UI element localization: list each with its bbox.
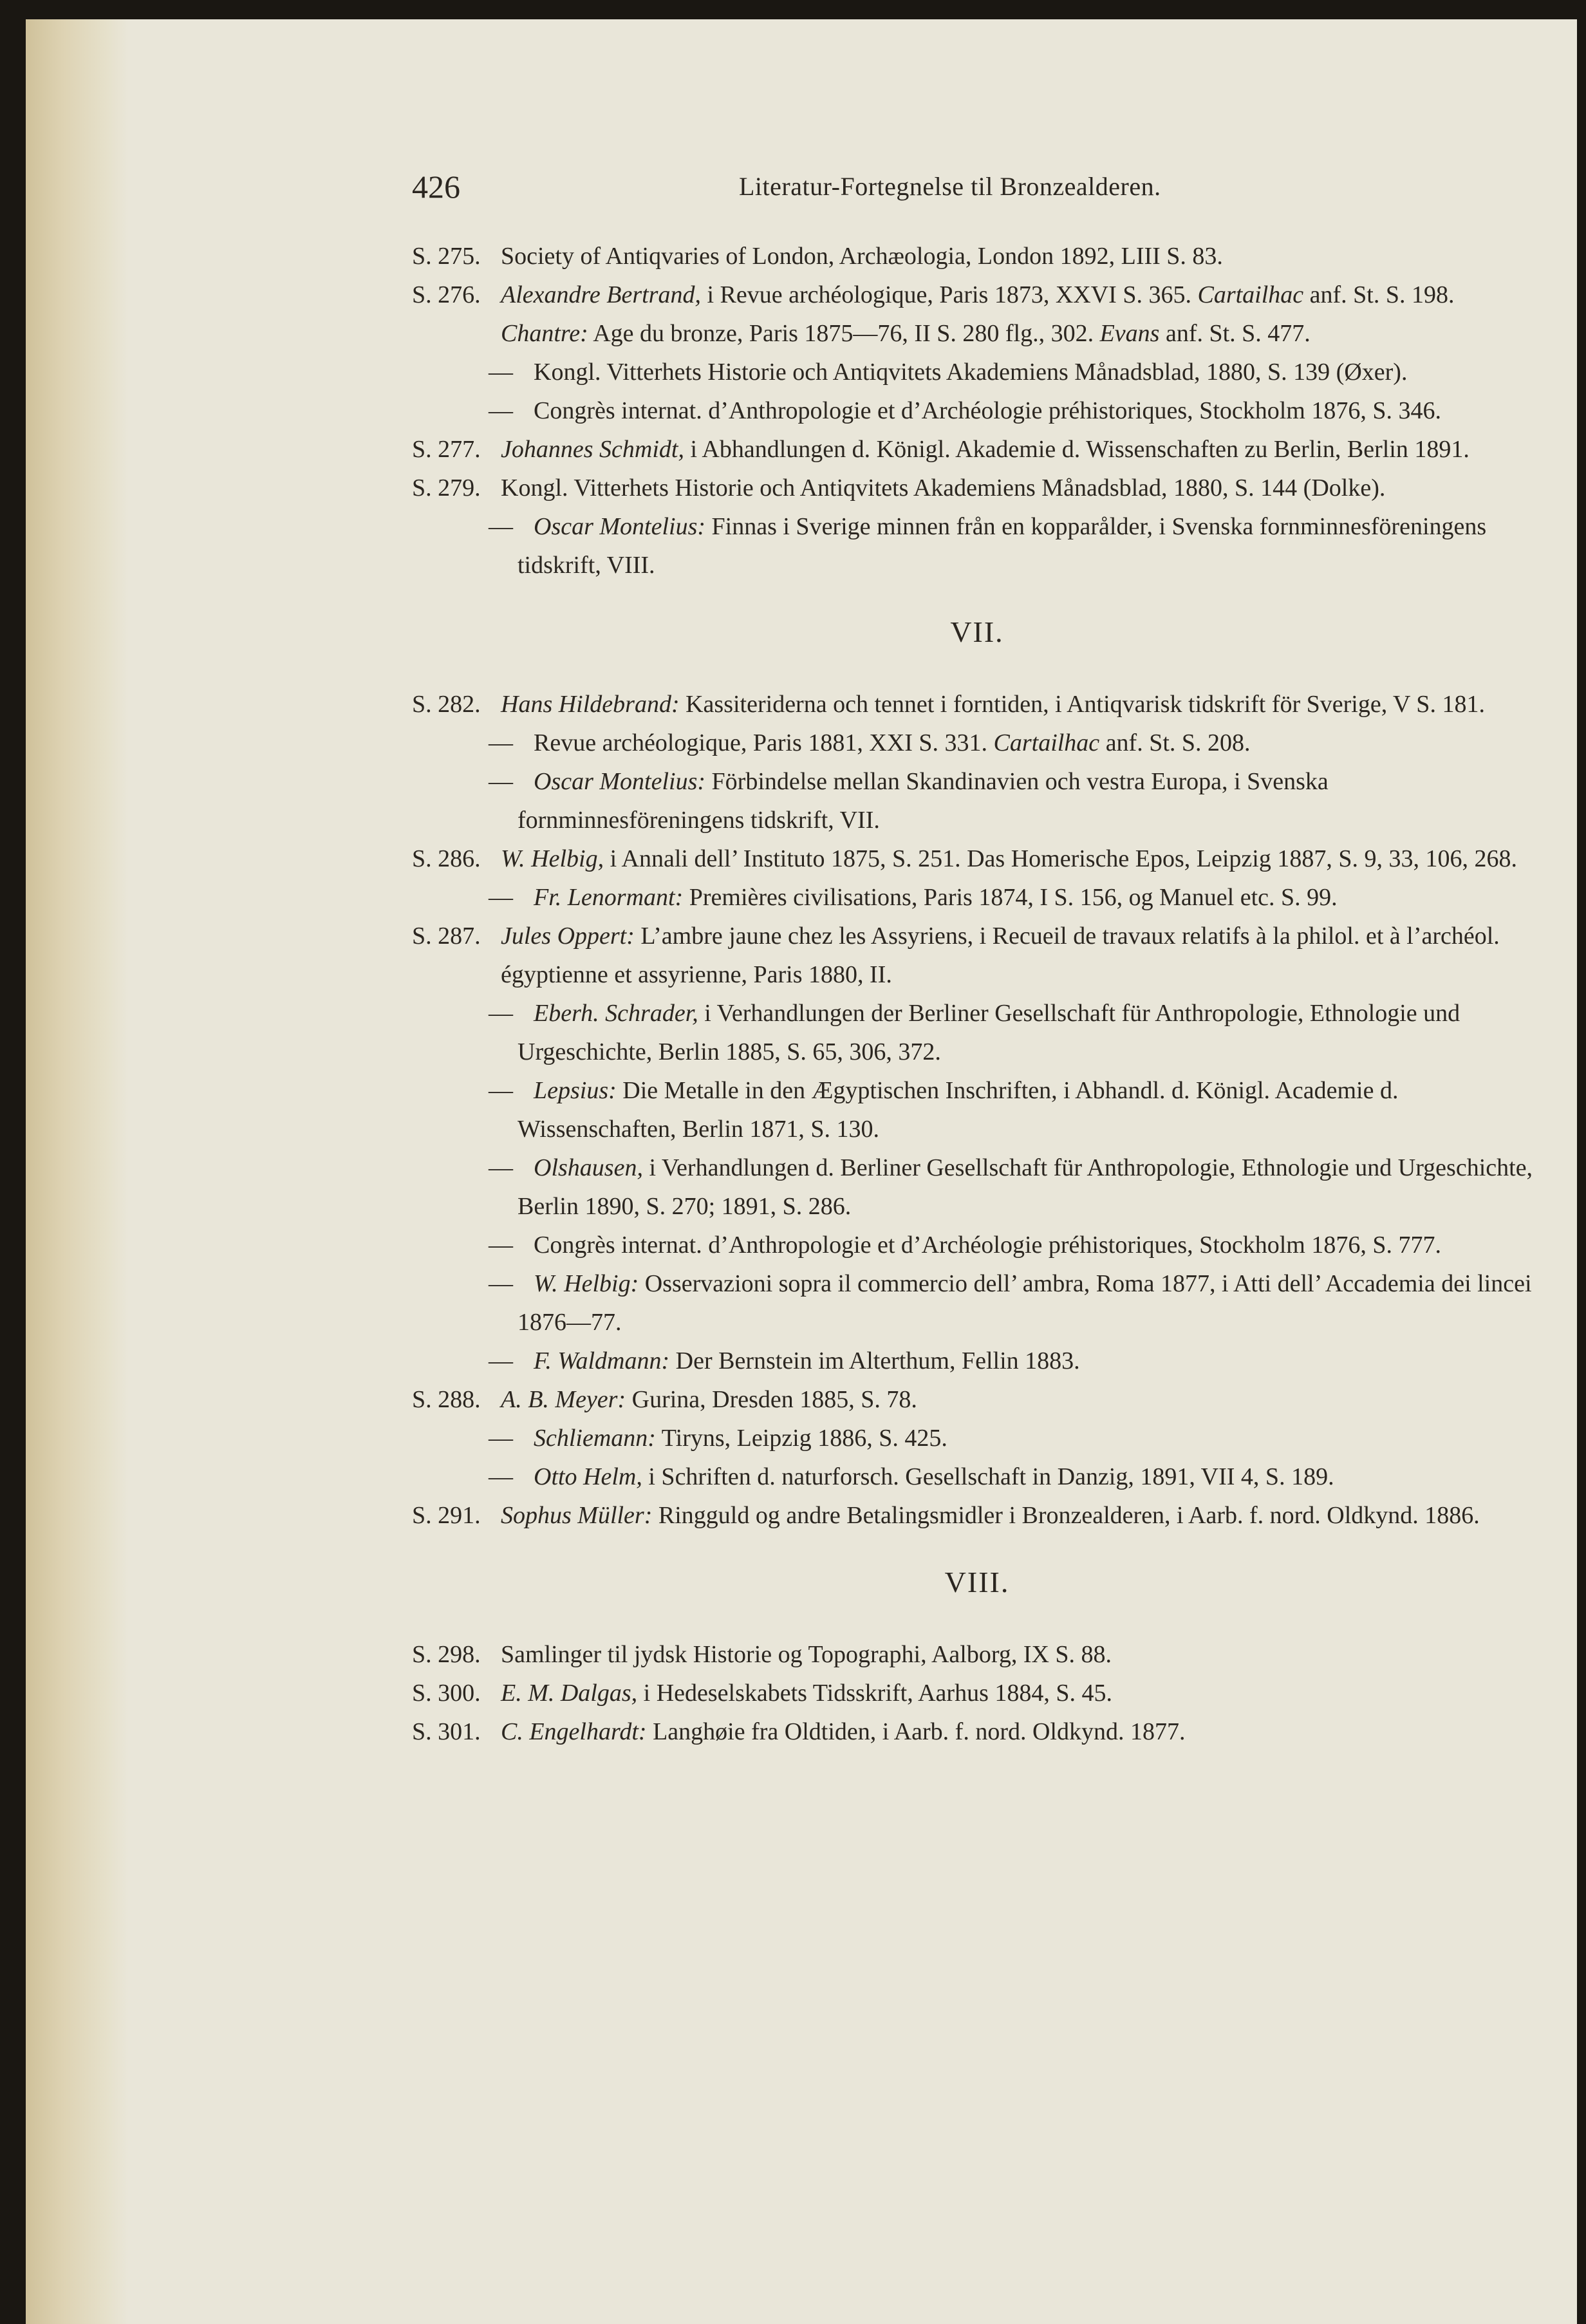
bibliography-subentry: [385, 1342, 1544, 1380]
ditto-dash: —: [489, 397, 513, 424]
author-or-citation-italic: W. Helbig,: [501, 845, 604, 872]
author-or-citation-italic: A. B. Meyer:: [501, 1386, 626, 1413]
entry-page-ref: S. 291.: [412, 1502, 481, 1529]
bibliography-entry: [385, 430, 1544, 469]
entry-text: Congrès internat. d’Anthropologie et d’Archéologie préhistoriques, Stockholm 1876, S. 346.: [534, 397, 1441, 424]
entry-text: anf. St. S. 477.: [1159, 320, 1311, 347]
author-or-citation-italic: W. Helbig:: [534, 1270, 639, 1297]
entry-text: i Annali dell’ Instituto 1875, S. 251. Das Homerische Epos, Leipzig 1887, S. 9, 33, 106, 268.: [604, 845, 1517, 872]
ditto-dash: —: [489, 1000, 513, 1027]
ditto-dash: —: [489, 1077, 513, 1104]
bibliography-entry: [385, 1712, 1544, 1751]
entry-text: Congrès internat. d’Anthropologie et d’Archéologie préhistoriques, Stockholm 1876, S. 777.: [534, 1232, 1441, 1259]
bibliography-subentry: [385, 391, 1544, 430]
author-or-citation-italic: Sophus Müller:: [501, 1502, 653, 1529]
author-or-citation-italic: Evans: [1099, 320, 1160, 347]
page-number: 426: [412, 169, 460, 205]
entry-page-ref: S. 300.: [412, 1680, 481, 1707]
author-or-citation-italic: Cartailhac: [993, 729, 1100, 756]
entry-page-ref: S. 275.: [412, 243, 481, 270]
entry-text: i Abhandlungen d. Königl. Akademie d. Wissenschaften zu Berlin, Berlin 1891.: [684, 436, 1469, 463]
entry-page-ref: S. 301.: [412, 1718, 481, 1745]
author-or-citation-italic: Cartailhac: [1197, 281, 1304, 308]
entry-text: Premières civilisations, Paris 1874, I S. 156, og Manuel etc. S. 99.: [683, 884, 1338, 911]
ditto-dash: —: [489, 1154, 513, 1181]
entry-text: i Verhandlungen der Berliner Gesellschaft für Anthropologie, Ethnologie und Urgeschichte, Berlin 1885, S. 65, 306, 372.: [518, 1000, 1460, 1065]
entry-text: Gurina, Dresden 1885, S. 78.: [626, 1386, 917, 1413]
entry-text: Die Metalle in den Ægyptischen Inschriften, i Abhandl. d. Königl. Academie d. Wissenschaften, Berlin 1871, S. 130.: [518, 1077, 1399, 1143]
author-or-citation-italic: E. M. Dalgas,: [501, 1680, 638, 1707]
running-header: [385, 167, 1544, 219]
entry-text: Förbindelse mellan Skandinavien och vestra Europa, i Svenska fornminnesföreningens tidskrift, VII.: [518, 768, 1329, 834]
entry-text: anf. St. S. 208.: [1099, 729, 1251, 756]
bibliography-entry: [385, 1674, 1544, 1712]
section-heading: VIII.: [944, 1566, 1010, 1598]
author-or-citation-italic: F. Waldmann:: [534, 1347, 670, 1374]
bibliography-subentry: [385, 1457, 1544, 1496]
entry-text: i Schriften d. naturforsch. Gesellschaft in Danzig, 1891, VII 4, S. 189.: [642, 1463, 1334, 1490]
entry-text: Kassiteriderna och tennet i forntiden, i Antiqvarisk tidskrift för Sverige, V S. 181.: [679, 691, 1485, 718]
entry-text: Ringguld og andre Betalingsmidler i Bronzealderen, i Aarb. f. nord. Oldkynd. 1886.: [652, 1502, 1480, 1529]
page-edge-shadow: [26, 19, 129, 2324]
entry-page-ref: S. 287.: [412, 923, 481, 950]
author-or-citation-italic: Olshausen,: [534, 1154, 643, 1181]
author-or-citation-italic: Hans Hildebrand:: [501, 691, 680, 718]
bibliography-subentry: [385, 353, 1544, 391]
ditto-dash: —: [489, 729, 513, 756]
entry-text: Revue archéologique, Paris 1881, XXI S. 331.: [534, 729, 994, 756]
bibliography-subentry: [385, 762, 1544, 839]
author-or-citation-italic: Schliemann:: [534, 1425, 656, 1452]
entry-text: Der Bernstein im Alterthum, Fellin 1883.: [669, 1347, 1080, 1374]
ditto-dash: —: [489, 1463, 513, 1490]
entry-text: i Hedeselskabets Tidsskrift, Aarhus 1884, S. 45.: [637, 1680, 1113, 1707]
author-or-citation-italic: Johannes Schmidt,: [501, 436, 684, 463]
bibliography-subentry: [385, 1071, 1544, 1148]
bibliography-subentry: [385, 994, 1544, 1071]
bibliography-entry: [385, 1380, 1544, 1419]
bibliography-subentry: [385, 1148, 1544, 1226]
ditto-dash: —: [489, 1270, 513, 1297]
entry-text: anf. St. S. 198.: [1303, 281, 1455, 308]
entry-page-ref: S. 276.: [412, 281, 481, 308]
author-or-citation-italic: Oscar Montelius:: [534, 768, 706, 795]
entry-page-ref: S. 277.: [412, 436, 481, 463]
ditto-dash: —: [489, 1425, 513, 1452]
author-or-citation-italic: Eberh. Schrader,: [534, 1000, 698, 1027]
entry-text: Finnas i Sverige minnen från en kopparålder, i Svenska fornminnesföreningens tidskrift, VIII.: [518, 513, 1487, 579]
bibliography-entry: [385, 685, 1544, 724]
entry-text: i Revue archéologique, Paris 1873, XXVI S. 365.: [700, 281, 1198, 308]
bibliography-entry: [385, 1635, 1544, 1674]
page-text: [385, 167, 1544, 1751]
bibliography-entry: [385, 839, 1544, 878]
entry-text: Samlinger til jydsk Historie og Topographi, Aalborg, IX S. 88.: [501, 1641, 1112, 1668]
entry-page-ref: S. 298.: [412, 1641, 481, 1668]
entry-text: Society of Antiqvaries of London, Archæologia, London 1892, LIII S. 83.: [501, 243, 1223, 270]
author-or-citation-italic: Chantre:: [501, 320, 588, 347]
entry-page-ref: S. 279.: [412, 474, 481, 501]
bibliography-entry: [385, 469, 1544, 507]
book-page: [26, 19, 1577, 2324]
ditto-dash: —: [489, 1347, 513, 1374]
bibliography-list: [385, 237, 1544, 1751]
bibliography-subentry: [385, 507, 1544, 585]
entry-text: Langhøie fra Oldtiden, i Aarb. f. nord. Oldkynd. 1877.: [646, 1718, 1186, 1745]
author-or-citation-italic: C. Engelhardt:: [501, 1718, 647, 1745]
bibliography-entry: [385, 237, 1544, 276]
bibliography-subentry: [385, 878, 1544, 917]
entry-text: Kongl. Vitterhets Historie och Antiqvitets Akademiens Månadsblad, 1880, S. 144 (Dolke).: [501, 474, 1386, 501]
author-or-citation-italic: Jules Oppert:: [501, 923, 635, 950]
bibliography-entry: [385, 917, 1544, 994]
author-or-citation-italic: Otto Helm,: [534, 1463, 642, 1490]
bibliography-subentry: [385, 1419, 1544, 1457]
entry-page-ref: S. 288.: [412, 1386, 481, 1413]
author-or-citation-italic: Alexandre Bertrand,: [501, 281, 701, 308]
bibliography-subentry: [385, 724, 1544, 762]
entry-page-ref: S. 282.: [412, 691, 481, 718]
author-or-citation-italic: Oscar Montelius:: [534, 513, 706, 540]
bibliography-entry: [385, 276, 1544, 353]
section-heading: VII.: [950, 615, 1004, 648]
entry-text: i Verhandlungen d. Berliner Gesellschaft für Anthropologie, Ethnologie und Urgeschichte, Berlin 1890, S. 270; 1891, S. 286.: [518, 1154, 1533, 1220]
entry-text: Kongl. Vitterhets Historie och Antiqvitets Akademiens Månadsblad, 1880, S. 139 (Øxer).: [534, 359, 1408, 386]
author-or-citation-italic: Fr. Lenormant:: [534, 884, 684, 911]
ditto-dash: —: [489, 513, 513, 540]
entry-text: L’ambre jaune chez les Assyriens, i Recueil de travaux relatifs à la philol. et à l’archéol. égyptienne et assyrienne, Paris 1880, II.: [501, 923, 1500, 988]
bibliography-subentry: [385, 1264, 1544, 1342]
ditto-dash: —: [489, 884, 513, 911]
ditto-dash: —: [489, 768, 513, 795]
ditto-dash: —: [489, 359, 513, 386]
author-or-citation-italic: Lepsius:: [534, 1077, 617, 1104]
entry-text: Tiryns, Leipzig 1886, S. 425.: [655, 1425, 947, 1452]
bibliography-entry: [385, 1496, 1544, 1535]
entry-page-ref: S. 286.: [412, 845, 481, 872]
running-title: Literatur-Fortegnelse til Bronzealderen.: [739, 172, 1161, 201]
bibliography-subentry: [385, 1226, 1544, 1264]
entry-text: Osservazioni sopra il commercio dell’ ambra, Roma 1877, i Atti dell’ Accademia dei lincei 1876—77.: [518, 1270, 1532, 1336]
entry-text: Age du bronze, Paris 1875—76, II S. 280 flg., 302.: [588, 320, 1100, 347]
ditto-dash: —: [489, 1232, 513, 1259]
